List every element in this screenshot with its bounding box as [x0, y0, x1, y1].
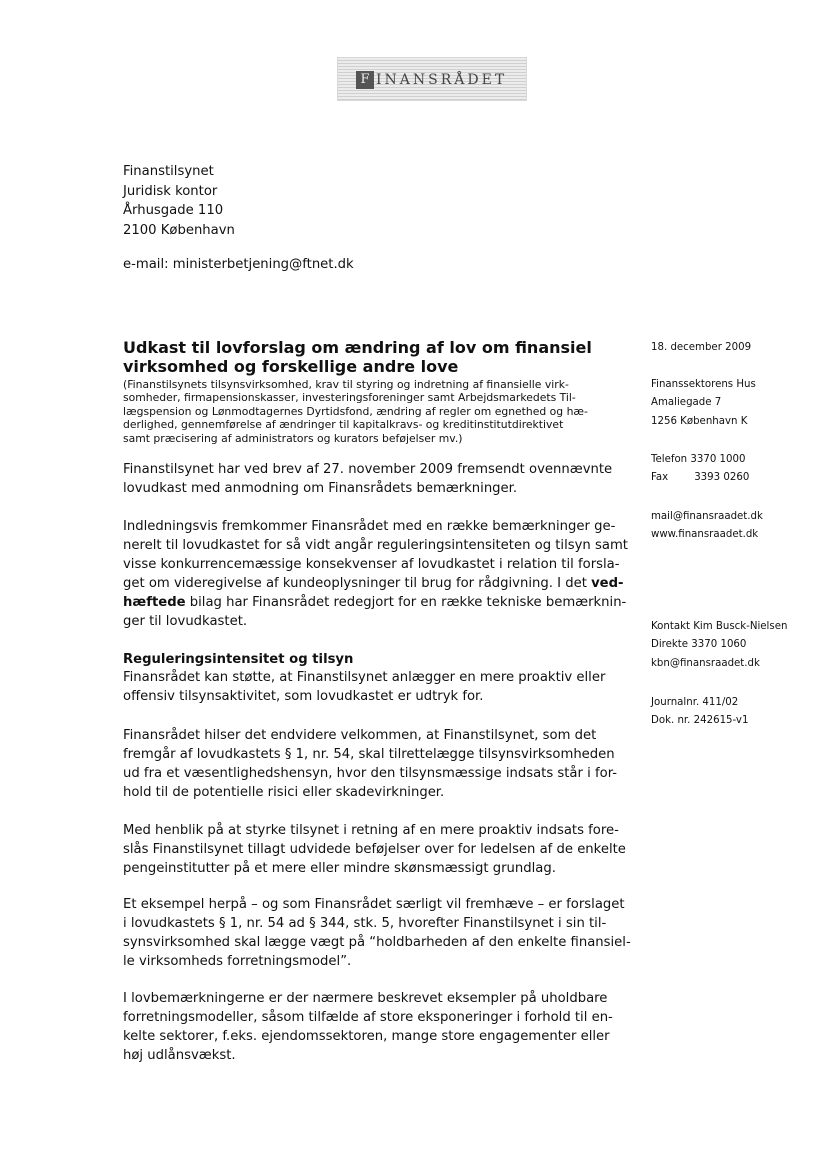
paragraph-line: pengeinstitutter på et mere eller mindre skønsmæssigt grundlag. — [123, 861, 556, 876]
paragraph-line: Indledningsvis fremkommer Finansrådet med en række bemærkninger ge- — [123, 519, 616, 534]
sidebar-contact-email[interactable]: kbn@finansraadet.dk — [651, 657, 760, 669]
paragraph-line: Finansrådet hilser det endvidere velkommen, at Finanstilsynet, som det — [123, 728, 597, 743]
paragraph-line: ger til lovudkastet. — [123, 614, 248, 629]
paragraph-line: høj udlånsvækst. — [123, 1048, 236, 1063]
subtitle-line: lægspension og Lønmodtagernes Dyrtidsfond, ændring af regler om egnethed og hæ- — [123, 404, 588, 418]
paragraph-line — [123, 574, 628, 593]
paragraph-line: slås Finanstilsynet tillagt udvidede beføjelser over for ledelsen af de enkelte — [123, 842, 626, 857]
title-line: virksomhed og forskellige andre love — [123, 357, 459, 376]
title-line: Udkast til lovforslag om ændring af lov om finansiel — [123, 338, 592, 357]
sidebar-line: Journalnr. 411/02 — [651, 697, 739, 708]
subtitle-line: (Finanstilsynets tilsynsvirksomhed, krav til styring og indretning af finansielle virk- — [123, 378, 569, 391]
paragraph-line: ud fra et væsentlighedshensyn, hvor den tilsynsmæssige indsats står i for- — [123, 766, 618, 781]
bold-text: hæftede — [123, 595, 186, 610]
fax-value: 3393 0260 — [694, 472, 750, 484]
subtitle-line: somheder, firmapensionskasser, investeringsforeninger samt Arbejdsmarkedets Til- — [123, 391, 576, 405]
paragraph-line: Finanstilsynet har ved brev af 27. november 2009 fremsendt ovennævnte — [123, 462, 613, 477]
paragraph-line: offensiv tilsynsaktivitet, som lovudkastet er udtryk for. — [123, 689, 484, 704]
sidebar-line: Dok. nr. 242615-v1 — [651, 715, 749, 727]
paragraph-line: I lovbemærkningerne er der nærmere beskrevet eksempler på uholdbare — [123, 991, 608, 1006]
logo-f-mark: F — [356, 71, 374, 89]
paragraph-line: fremgår af lovudkastets § 1, nr. 54, skal tilrettelægge tilsynsvirksomheden — [123, 747, 615, 762]
section-heading: Reguleringsintensitet og tilsyn — [123, 652, 354, 667]
paragraph — [123, 460, 612, 498]
paragraph — [123, 726, 617, 802]
sidebar-email-link[interactable]: mail@finansraadet.dk — [651, 511, 763, 522]
bold-text: ved- — [591, 576, 624, 591]
sidebar-fax — [651, 469, 749, 487]
paragraph — [123, 989, 613, 1065]
recipient-line: Finanstilsynet — [123, 164, 214, 179]
paragraph — [123, 821, 626, 878]
finansraadet-logo — [337, 57, 527, 101]
paragraph-line: kelte sektorer, f.eks. ejendomssektoren, mange store engagementer eller — [123, 1029, 610, 1044]
sidebar-phone-fax — [651, 451, 749, 488]
paragraph-line — [123, 593, 628, 612]
document-title — [123, 338, 603, 376]
paragraph — [123, 517, 628, 631]
sidebar-line: Finanssektorens Hus — [651, 379, 756, 390]
paragraph-line: i lovudkastets § 1, nr. 54 ad § 344, stk. 5, hvorefter Finanstilsynet i sin til- — [123, 916, 607, 931]
paragraph-line: nerelt til lovudkastet for så vidt angår reguleringsintensiteten og tilsyn samt — [123, 538, 628, 553]
paragraph-line: Finansrådet kan støtte, at Finanstilsynet anlægger en mere proaktiv eller — [123, 670, 606, 685]
paragraph-line: forretningsmodeller, såsom tilfælde af store eksponeringer i forhold til en- — [123, 1010, 613, 1025]
paragraph-line: lovudkast med anmodning om Finansrådets bemærkninger. — [123, 481, 518, 496]
sidebar-telefon — [651, 451, 749, 469]
recipient-email: e-mail: ministerbetjening@ftnet.dk — [123, 257, 354, 272]
sidebar-reference — [651, 694, 748, 731]
paragraph-line: visse konkurrencemæssige konsekvenser af lovudkastet i relation til forsla- — [123, 557, 620, 572]
logo-emblem — [337, 57, 527, 101]
paragraph-line: hold til de potentielle risici eller skadevirkninger. — [123, 785, 445, 800]
paragraph-line: Et eksempel herpå – og som Finansrådet særligt vil fremhæve – er forslaget — [123, 897, 625, 912]
sidebar-web — [651, 508, 763, 545]
paragraph-text: bilag har Finansrådet redegjort for en række tekniske bemærknin- — [185, 595, 627, 610]
paragraph-line: synsvirksomhed skal lægge vægt på “holdbarheden af den enkelte finansiel- — [123, 935, 631, 950]
recipient-line: 2100 København — [123, 222, 235, 238]
recipient-line: Århusgade 110 — [123, 203, 224, 218]
fax-label: Fax — [651, 472, 669, 484]
sidebar-line: Direkte 3370 1060 — [651, 639, 747, 651]
sidebar-line: 1256 København K — [651, 415, 748, 427]
subtitle-line: samt præcisering af administrators og kurators beføjelser mv.) — [123, 431, 463, 445]
paragraph-line: Med henblik på at styrke tilsynet i retning af en mere proaktiv indsats fore- — [123, 823, 619, 838]
paragraph — [123, 668, 605, 706]
paragraph — [123, 895, 631, 971]
telefon-label: Telefon — [651, 454, 688, 465]
paragraph-text: get om videregivelse af kundeoplysninger til brug for rådgivning. I det — [123, 576, 592, 591]
sidebar-website-link[interactable]: www.finansraadet.dk — [651, 529, 759, 541]
sidebar-line: Amaliegade 7 — [651, 397, 722, 409]
subtitle-line: derlighed, gennemførelse af ændringer til kapitalkravs- og kreditinstitutdirektivet — [123, 418, 564, 432]
sidebar-line: Kontakt Kim Busck-Nielsen — [651, 621, 788, 632]
sidebar-date: 18. december 2009 — [651, 342, 752, 353]
document-subtitle — [123, 378, 613, 445]
sidebar-address — [651, 376, 756, 431]
paragraph-line: le virksomheds forretningsmodel”. — [123, 954, 352, 969]
logo-wordmark: INANSRÅDET — [376, 72, 508, 88]
telefon-value: 3370 1000 — [690, 454, 746, 465]
sidebar-contact — [651, 618, 787, 673]
recipient-address — [123, 162, 235, 240]
recipient-line: Juridisk kontor — [123, 183, 218, 199]
